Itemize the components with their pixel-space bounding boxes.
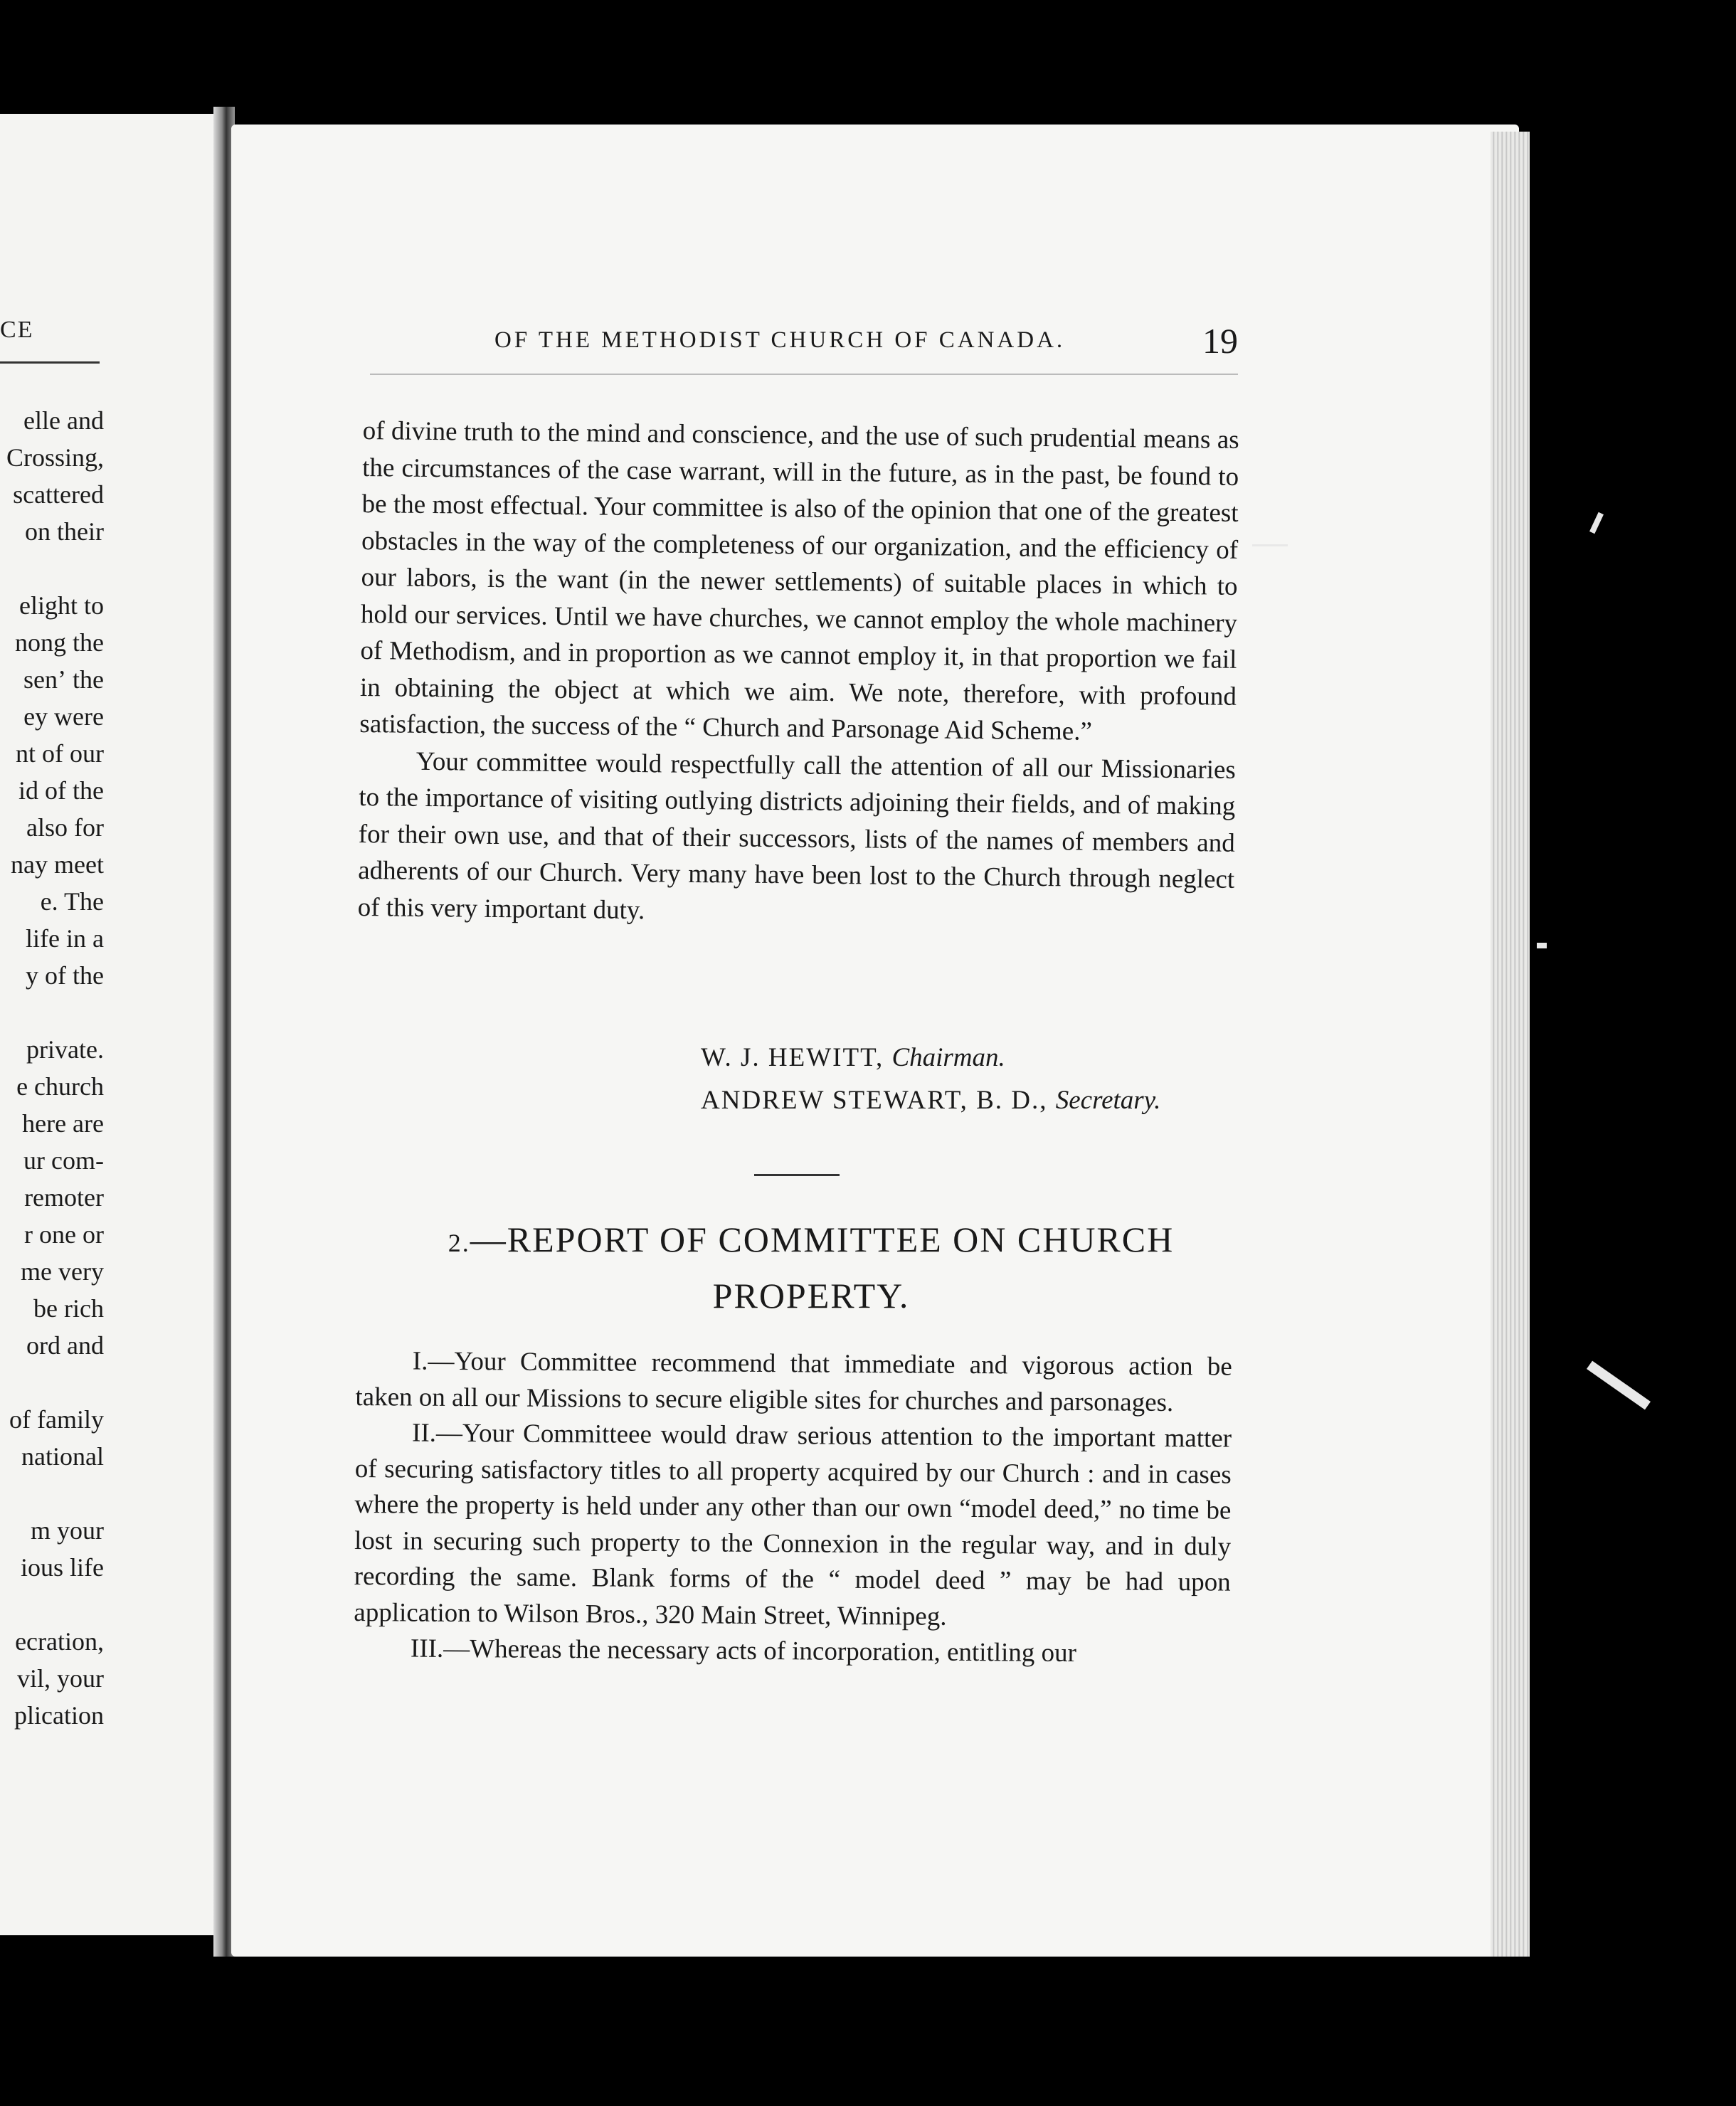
right-page bbox=[231, 125, 1519, 1957]
signature-secretary-name: ANDREW STEWART, B. D., bbox=[701, 1086, 1048, 1115]
item-2: II.—Your Committeee would draw serious attention to the important matter of securing satisfactory titles to all property acquired by our Church : and in cases where the property is held under any other than our own “model deed,” no time be lost in securing such property to the Connexion in the regular way, and in duly recording the same. Blank forms of the “ model deed ” may be had upon application to Wilson Bros., 320 Main Street, Winnipeg. bbox=[354, 1418, 1232, 1631]
left-page-line: ur com- bbox=[23, 1146, 104, 1175]
section-number: 2. bbox=[448, 1229, 470, 1257]
signature-chairman-name: W. J. HEWITT, bbox=[701, 1043, 884, 1072]
scan-speck bbox=[1589, 512, 1604, 534]
scan-speck bbox=[1252, 544, 1288, 546]
left-page-line: be rich bbox=[33, 1294, 104, 1323]
section-title-line-1: —REPORT OF COMMITTEE ON CHURCH bbox=[470, 1219, 1175, 1259]
left-page-line: private. bbox=[26, 1035, 104, 1064]
left-page-line: m your bbox=[31, 1516, 104, 1545]
left-page-line: me very bbox=[21, 1257, 104, 1286]
left-page-line: elle and bbox=[23, 406, 104, 435]
left-page-line: national bbox=[21, 1442, 104, 1471]
left-page-line bbox=[0, 994, 104, 1031]
left-page-line bbox=[0, 1475, 104, 1512]
left-page-line: ey were bbox=[23, 702, 104, 731]
left-page-line: nt of our bbox=[16, 739, 104, 768]
left-page-text bbox=[0, 402, 104, 1734]
section-title-line-2: PROPERTY. bbox=[712, 1276, 910, 1316]
signature-chairman bbox=[701, 1042, 1005, 1073]
left-page-line: on their bbox=[25, 517, 104, 546]
left-page-line: r one or bbox=[24, 1220, 104, 1249]
signature-secretary bbox=[701, 1085, 1160, 1116]
left-page-line: remoter bbox=[24, 1183, 104, 1212]
header-rule bbox=[370, 374, 1238, 375]
left-page-line: scattered bbox=[13, 480, 104, 509]
scan-speck bbox=[1587, 1361, 1651, 1410]
left-page-line: plication bbox=[14, 1701, 104, 1730]
left-page-line: vil, your bbox=[17, 1664, 104, 1693]
left-page-line: ord and bbox=[26, 1331, 104, 1360]
left-page-line: here are bbox=[22, 1109, 104, 1138]
item-3: III.—Whereas the necessary acts of incorporation, entitling our bbox=[410, 1634, 1077, 1668]
left-page bbox=[0, 114, 226, 1935]
left-page-line: ecration, bbox=[15, 1627, 104, 1656]
signature-chairman-title: Chairman. bbox=[891, 1043, 1005, 1072]
left-page-header: CE bbox=[0, 317, 34, 343]
left-page-line: y of the bbox=[26, 961, 104, 990]
left-header-rule bbox=[0, 361, 100, 364]
section-divider bbox=[754, 1174, 840, 1176]
item-1: I.—Your Committee recommend that immediate and vigorous action be taken on all our Missions to secure eligible sites for churches and parsonages. bbox=[355, 1346, 1232, 1417]
left-page-line: nay meet bbox=[11, 850, 104, 879]
page-edges bbox=[1491, 132, 1530, 1957]
paragraph-missionaries: Your committee would respectfully call the attention of all our Missionaries to the importance of visiting outlying districts adjoining their fields, and of making for their own use, and that of their successors, lists of the names of members and adherents of our Church. Very many have been lost to the Church through neglect of this very important duty. bbox=[357, 746, 1237, 925]
left-page-line bbox=[0, 550, 104, 587]
left-page-line: e church bbox=[16, 1072, 104, 1101]
body-text bbox=[357, 413, 1239, 935]
scan-speck bbox=[1537, 943, 1547, 948]
page-number: 19 bbox=[1202, 321, 1238, 361]
left-page-line: life in a bbox=[26, 924, 104, 953]
left-page-line: elight to bbox=[19, 591, 104, 620]
left-page-line: also for bbox=[26, 813, 104, 842]
section-text bbox=[354, 1343, 1232, 1673]
paragraph-continued: of divine truth to the mind and conscience, and the use of such prudential means as the circumstances of the case warrant, will in the future, as in the past, be found to be the most effectual. Your committee is also of the opinion that one of the greatest obstacles in the way of the completeness of our organization, and the efficiency of our labors, is the want (in the newer settlements) of suitable places in which to hold our services. Until we have churches, we cannot employ the whole machinery of Methodism, and in proportion as we cannot employ it, in that proportion we fail in obtaining the object at which we aim. We note, therefore, with profound satisfaction, the success of the “ Church and Parsonage Aid Scheme.” bbox=[359, 416, 1239, 746]
left-page-line bbox=[0, 1586, 104, 1623]
left-page-line: senʼ the bbox=[23, 665, 104, 694]
left-page-line: nong the bbox=[15, 628, 104, 657]
left-page-line: Crossing, bbox=[6, 443, 104, 472]
left-page-line: ious life bbox=[21, 1553, 104, 1582]
left-page-line: of family bbox=[9, 1405, 104, 1434]
left-page-line: e. The bbox=[40, 887, 104, 916]
left-page-line: id of the bbox=[18, 776, 104, 805]
running-head: OF THE METHODIST CHURCH OF CANADA. bbox=[494, 327, 1066, 353]
signature-secretary-title: Secretary. bbox=[1055, 1086, 1161, 1115]
section-title bbox=[384, 1213, 1238, 1322]
left-page-line bbox=[0, 1364, 104, 1401]
